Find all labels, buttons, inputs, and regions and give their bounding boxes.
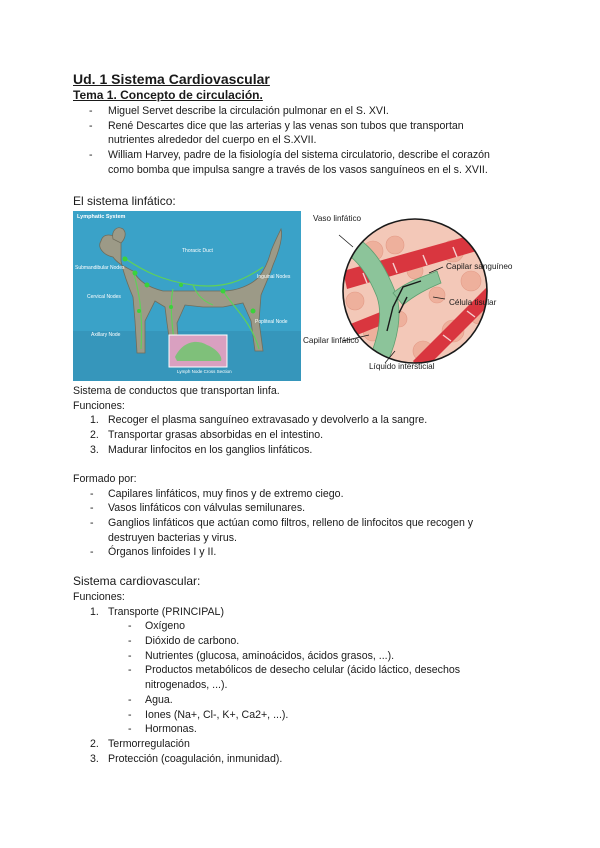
lymph-function-1: Recoger el plasma sanguíneo extravasado y devolverlo a la sangre. [108,414,428,427]
list-item [73,516,523,531]
list-item [73,737,523,752]
list-item [73,708,523,723]
list-item-continuation [89,163,529,178]
topic-title: Tema 1. Concepto de circulación. [73,88,263,102]
transport-item-hormonas: Hormonas. [145,723,197,736]
list-item [73,722,523,737]
dash-marker: - [128,649,132,662]
lymph-part-ganglios: Ganglios linfáticos que actúan como filtros, relleno de linfocitos que recogen y [108,517,474,530]
dash-marker: - [90,517,94,530]
lymph-definition: Sistema de conductos que transportan linfa. [73,385,280,397]
label-inguinal-nodes: Inguinal Nodes [257,274,291,280]
cardio-functions-label: Funciones: [73,591,125,603]
number-marker: 3. [90,443,99,456]
number-marker: 3. [90,752,99,765]
transport-item-productos: Productos metabólicos de desecho celular (ácido láctico, desechos [145,664,461,677]
history-item-servet: Miguel Servet describe la circulación pulmonar en el S. XVI. [108,105,389,117]
lymph-definition-block [73,384,523,457]
transport-item-agua: Agua. [145,693,173,706]
list-item [73,752,523,767]
list-item [73,634,523,649]
dash-marker: - [89,149,93,162]
list-item [73,649,523,664]
dash-marker: - [128,635,132,648]
list-item [73,545,523,560]
list-item [73,605,523,620]
label-liquido-intersticial: Líquido intersticial [369,362,435,371]
lymph-heading: El sistema linfático: [73,194,176,208]
label-celula-tisular: Célula tisular [449,298,497,307]
dash-marker: - [128,620,132,633]
list-item [73,693,523,708]
list-item [89,104,529,119]
label-vaso-linfatico: Vaso linfático [313,214,362,223]
dash-marker: - [128,723,132,736]
lymph-part-capilares: Capilares linfáticos, muy finos y de extremo ciego. [108,487,344,500]
list-item-continuation [73,678,523,693]
transport-item-co2: Dióxido de carbono. [145,635,240,648]
label-node-cross-section: Lymph Node Cross Section [177,369,232,374]
list-item [73,501,523,516]
lymph-part-organos: Órganos linfoides I y II. [108,546,217,559]
lymph-part-ganglios-cont: destruyen bacterias y virus. [108,531,237,544]
dash-marker: - [90,487,94,500]
transport-item-productos-cont: nitrogenados, ...). [145,679,228,692]
transport-item-nutrientes: Nutrientes (glucosa, aminoácidos, ácidos grasos, ...). [145,649,395,662]
history-item-harvey: William Harvey, padre de la fisiología del sistema circulatorio, describe el corazón [108,149,490,162]
label-axillary-node: Axillary Node [91,332,121,338]
cardio-heading: Sistema cardiovascular: [73,574,201,588]
lymph-part-vasos: Vasos linfáticos con válvulas semilunares. [108,502,306,515]
cardio-functions-block [73,590,523,766]
list-item-continuation [73,531,523,546]
dash-marker: - [89,105,93,117]
label-cervical-nodes: Cervical Nodes [87,294,121,300]
number-marker: 2. [90,737,99,750]
lymphatic-system-dog-figure [73,211,301,381]
formed-label: Formado por: [73,473,137,485]
list-item [73,443,523,458]
history-list [89,104,529,177]
lymph-function-3: Madurar linfocitos en los ganglios linfáticos. [108,443,313,456]
list-item [73,413,523,428]
dash-marker: - [128,664,132,677]
list-item [73,487,523,502]
list-item [73,619,523,634]
cardio-function-termorregulacion: Termorregulación [108,737,190,750]
dash-marker: - [128,693,132,706]
list-item [73,663,523,678]
list-item [89,119,529,134]
unit-title: Ud. 1 Sistema Cardiovascular [73,71,270,87]
history-item-harvey-cont: como bomba que impulsa sangre a través de los vasos sanguíneos en el s. XVII. [108,163,488,176]
dash-marker: - [90,502,94,515]
cardio-function-proteccion: Protección (coagulación, inmunidad). [108,752,283,765]
functions-label: Funciones: [73,399,125,412]
cardio-function-transport: Transporte (PRINCIPAL) [108,605,224,618]
dash-marker: - [89,119,93,132]
lymph-parts-block [73,472,523,560]
list-item-continuation [89,133,529,148]
figure-title: Lymphatic System [77,214,126,220]
label-capilar-sanguineo: Capilar sanguíneo [446,262,513,271]
lymph-capillary-figure [303,211,513,381]
history-item-descartes: René Descartes dice que las arterias y las venas son tubos que transportan [108,119,464,132]
number-marker: 2. [90,429,99,442]
label-popliteal-node: Popliteal Node [255,319,288,325]
list-item [89,148,529,163]
dash-marker: - [128,708,132,721]
history-item-descartes-cont: nutrientes alrededor del cuerpo en el S.XVII. [108,134,317,147]
lymph-function-2: Transportar grasas absorbidas en el intestino. [108,429,324,442]
label-submandibular-nodes: Submandibular Nodes [75,265,125,271]
number-marker: 1. [90,414,99,427]
number-marker: 1. [90,605,99,618]
dash-marker: - [90,546,94,559]
label-thoracic-duct: Thoracic Duct [182,248,213,254]
label-capilar-linfatico: Capilar linfático [303,336,359,345]
transport-item-iones: Iones (Na+, Cl-, K+, Ca2+, ...). [145,708,289,721]
list-item [73,428,523,443]
transport-item-oxigeno: Oxígeno [145,620,186,633]
